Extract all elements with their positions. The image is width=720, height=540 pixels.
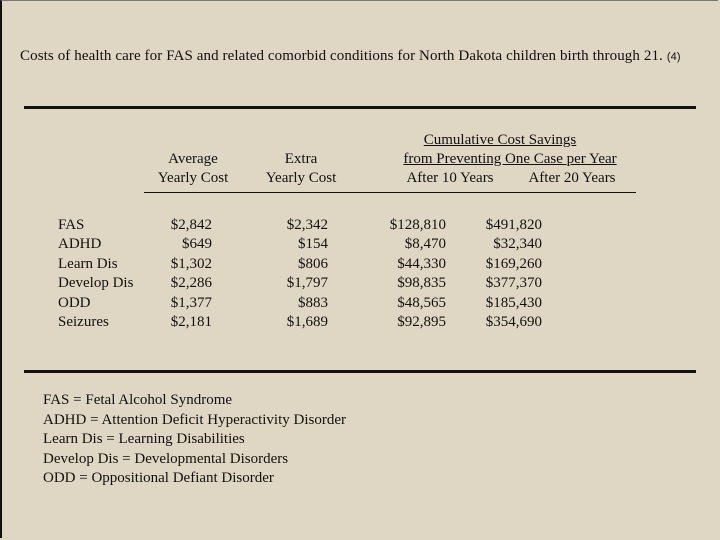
- table-cell-after10: $48,565: [397, 294, 446, 311]
- table-cell-average: $2,842: [170, 217, 212, 233]
- table-cell-after20: $491,820: [485, 217, 542, 233]
- table-cell-extra: $806: [298, 255, 328, 272]
- header-after-10-years: After 10 Years: [406, 170, 494, 186]
- table-cell-extra: $1,689: [286, 313, 328, 330]
- page-title: [20, 48, 681, 65]
- title-text: Costs of health care for FAS and related comorbid conditions for North Dakota children birth through 21.: [20, 48, 663, 64]
- table-cell-after10: $128,810: [389, 217, 446, 233]
- legend-item: Learn Dis = Learning Disabilities: [43, 431, 245, 448]
- table-cell-average: $2,286: [170, 275, 212, 292]
- top-rule: [24, 106, 696, 109]
- column-condition: [58, 216, 133, 332]
- header-average-yearly-cost: [148, 150, 238, 188]
- table-cell-after20: $354,690: [485, 313, 542, 330]
- table-cell-average: $1,377: [170, 294, 212, 311]
- table-cell-condition: ODD: [58, 294, 91, 311]
- column-after-20-years: [460, 216, 542, 332]
- table-cell-after10: $92,895: [397, 313, 446, 330]
- legend-item: ADHD = Attention Deficit Hyperactivity Disorder: [43, 411, 346, 428]
- header-cumulative-line1: Cumulative Cost Savings: [423, 132, 577, 148]
- table-cell-after20: $32,340: [493, 236, 542, 253]
- table-cell-condition: Seizures: [58, 313, 109, 330]
- table-cell-after20: $377,370: [485, 275, 542, 292]
- table-cell-condition: Learn Dis: [58, 255, 118, 272]
- legend-item: ODD = Oppositional Defiant Disorder: [43, 470, 274, 487]
- table-cell-average: $1,302: [170, 255, 212, 272]
- table-cell-average: $649: [182, 236, 212, 253]
- table-cell-average: $2,181: [170, 313, 212, 330]
- table-cell-condition: Develop Dis: [58, 275, 134, 292]
- table-cell-after10: $98,835: [397, 275, 446, 292]
- column-average-yearly-cost: [150, 216, 212, 332]
- table-cell-after10: $44,330: [397, 255, 446, 272]
- header-extra-yearly-cost: [256, 150, 346, 188]
- table-cell-after20: $169,260: [485, 255, 542, 272]
- table-cell-extra: $1,797: [286, 275, 328, 292]
- legend-item: FAS = Fetal Alcohol Syndrome: [43, 392, 233, 408]
- header-extra-line2: Yearly Cost: [265, 170, 337, 186]
- column-extra-yearly-cost: [266, 216, 328, 332]
- column-after-10-years: [366, 216, 446, 332]
- table-cell-condition: FAS: [58, 217, 85, 233]
- header-rule: [144, 192, 636, 193]
- abbreviation-legend: [43, 391, 346, 489]
- header-after-20-years: After 20 Years: [528, 170, 616, 186]
- header-extra-line1: Extra: [284, 151, 318, 167]
- table-cell-extra: $154: [298, 236, 328, 253]
- table-cell-extra: $883: [298, 294, 328, 311]
- table-cell-condition: ADHD: [58, 236, 102, 253]
- table-cell-after20: $185,430: [485, 294, 542, 311]
- header-average-line1: Average: [168, 151, 218, 167]
- table-cell-after10: $8,470: [404, 236, 446, 253]
- header-cumulative-line2: from Preventing One Case per Year: [403, 151, 617, 167]
- bottom-rule: [24, 370, 696, 373]
- reference-mark: (4): [666, 51, 681, 63]
- legend-item: Develop Dis = Developmental Disorders: [43, 450, 289, 467]
- table-cell-extra: $2,342: [286, 217, 328, 233]
- header-average-line2: Yearly Cost: [157, 170, 229, 186]
